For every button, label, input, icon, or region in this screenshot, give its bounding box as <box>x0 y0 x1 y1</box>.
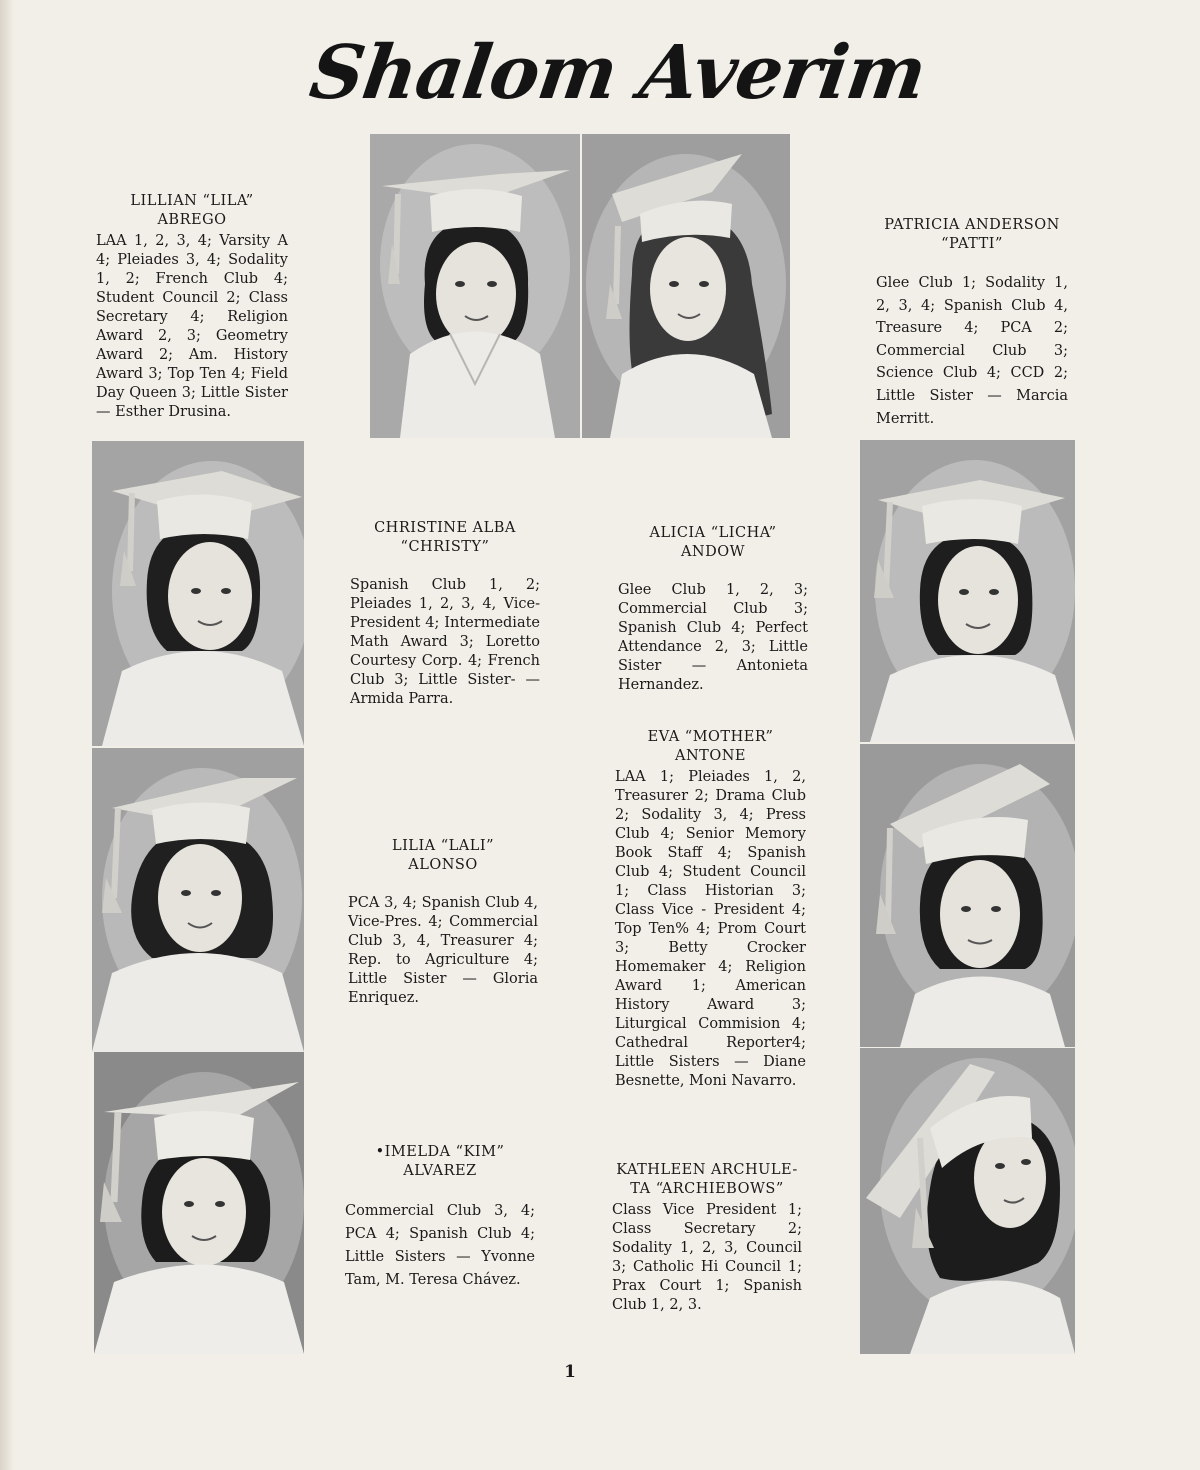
student-name: LILIA “LALI” ALONSO <box>391 838 495 873</box>
bio-antone <box>615 728 806 1091</box>
student-activities: Spanish Club 1, 2; Pleiades 1, 2, 3, 4, Vice-President 4; Intermediate Math Award 3; Loretto Courtesy Corp. 4; French Club 3; Little Sister- — Armida Parra. <box>350 577 540 707</box>
student-activities: Commercial Club 3, 4; PCA 4; Spanish Club 4; Little Sisters — Yvonne Tam, M. Teresa Chávez. <box>345 1203 535 1288</box>
bio-archuleta <box>612 1161 802 1315</box>
page-number: 1 <box>564 1362 576 1382</box>
student-name: ALICIA “LICHA” ANDOW <box>649 525 777 560</box>
student-name: LILLIAN “LILA” ABREGO <box>130 193 254 228</box>
student-activities: LAA 1, 2, 3, 4; Varsity A 4; Pleiades 3, 4; Sodality 1, 2; French Club 4; Student Council 2; Class Secretary 4; Religion Award 2, 3; Geometry Award 2; Am. History Award 3; Top Ten 4; Field Day Queen 3; Little Sister — Esther Drusina. <box>96 233 288 420</box>
student-name: EVA “MOTHER” ANTONE <box>647 729 774 764</box>
page-title: Shalom Averim <box>304 30 931 116</box>
student-activities: Glee Club 1; Sodality 1, 2, 3, 4; Spanish Club 4, Treasure 4; PCA 2; Commercial Club 3; Science Club 4; CCD 2; Little Sister — Marcia Merritt. <box>876 275 1068 427</box>
student-activities: Class Vice President 1; Class Secretary 2; Sodality 1, 2, 3, Council 3; Catholic Hi Council 1; Prax Court 1; Spanish Club 1, 2, 3. <box>612 1202 802 1313</box>
page-edge <box>0 0 14 1470</box>
student-activities: LAA 1; Pleiades 1, 2, Treasurer 2; Drama Club 2; Sodality 3, 4; Press Club 4; Senior Memory Book Staff 4; Spanish Club 4; Student Council 1; Class Historian 3; Class Vice - President 4; Top Ten% 4; Prom Court 3; Betty Crocker Homemaker 4; Religion Award 1; American History Award 3; Liturgical Commision 4; Cathedral Reporter4; Little Sisters — Diane Besnette, Moni Navarro. <box>615 769 806 1089</box>
portrait-photo-alba <box>92 441 304 746</box>
student-name: •IMELDA “KIM” ALVAREZ <box>375 1144 505 1179</box>
bio-andow <box>618 524 808 695</box>
bio-abrego <box>96 192 288 422</box>
bio-alonso <box>348 837 538 1008</box>
portrait-photo-antone <box>860 744 1075 1047</box>
bio-alvarez <box>345 1143 535 1292</box>
portrait-photo-abrego <box>370 134 580 438</box>
student-activities: PCA 3, 4; Spanish Club 4, Vice-Pres. 4; Commercial Club 3, 4, Treasurer 4; Rep. to Agriculture 4; Little Sister — Gloria Enriquez. <box>348 895 538 1006</box>
portrait-photo-alonso <box>92 748 304 1052</box>
student-name: KATHLEEN ARCHULE- TA “ARCHIEBOWS” <box>616 1162 798 1197</box>
student-activities: Glee Club 1, 2, 3; Commercial Club 3; Spanish Club 4; Perfect Attendance 2, 3; Little Sister — Antonieta Hernandez. <box>618 582 808 693</box>
portrait-photo-andow <box>860 440 1075 742</box>
portrait-photo-archuleta <box>860 1048 1075 1354</box>
portrait-photo-anderson <box>582 134 790 438</box>
portrait-photo-alvarez <box>94 1052 304 1354</box>
bio-alba <box>350 519 540 709</box>
bio-anderson <box>876 216 1068 430</box>
student-name: CHRISTINE ALBA “CHRISTY” <box>374 520 516 555</box>
student-name: PATRICIA ANDERSON “PATTI” <box>884 217 1060 252</box>
